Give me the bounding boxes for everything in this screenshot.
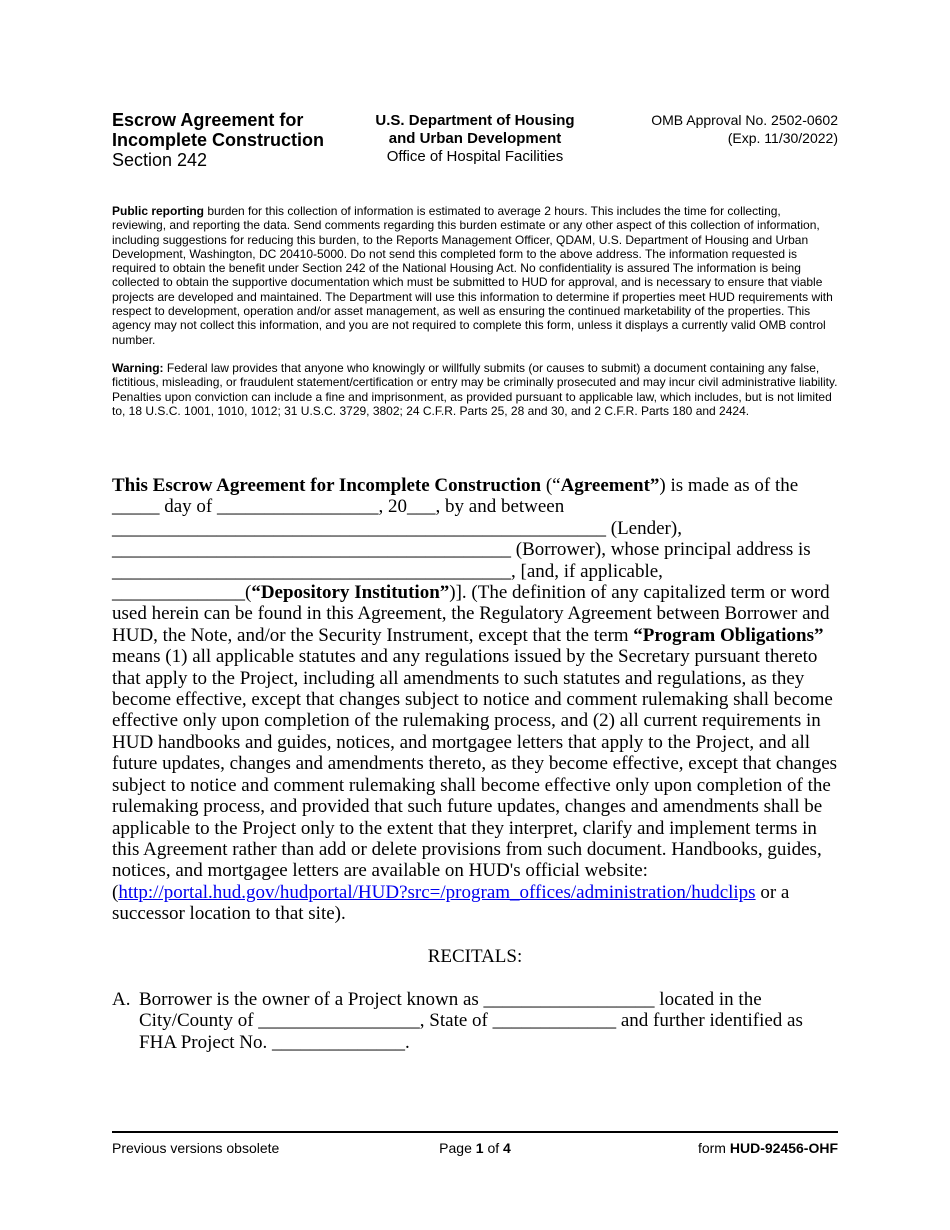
form-title-line2: Incomplete Construction bbox=[112, 130, 325, 150]
omb-approval: OMB Approval No. 2502-0602 bbox=[651, 112, 838, 128]
page-number bbox=[350, 1140, 600, 1156]
agreement-defined-term: Agreement” bbox=[560, 475, 660, 496]
agreement-opening bbox=[112, 475, 842, 518]
footer-obsolete-note: Previous versions obsolete bbox=[112, 1140, 280, 1156]
agreement-text-2: ) is made as of the _____ day of _________________, 20___, by and between bbox=[112, 475, 799, 518]
public-reporting-text: burden for this collection of information is estimated to average 2 hours. This includes the time for collecting, reviewing, and reporting the data. Send comments regarding this burden estimate or any other aspect of this collection of information, including suggestions for reducing this burden, to the Reports Management Officer, QDAM, U.S. Department of Housing and Urban Development, Washington, DC 20410-5000. Do not send this completed form to the above address. The information requested is required to obtain the benefit under Section 242 of the National Housing Act. No confidentiality is assured The information is being collected to obtain the supportive documentation which must be submitted to HUD for approval, and is necessary to ensure that viable projects are developed and maintained. The Department will use this information to determine if properties meet HUD requirements with respect to development, operation and/or asset management, as well as ensuring the continued marketability of the properties. This agency may not collect this information, and you are not required to complete this form, unless it displays a currently valid OMB control number. bbox=[112, 204, 833, 347]
warning-notice bbox=[112, 361, 838, 418]
omb-block bbox=[578, 111, 838, 147]
form-title-block bbox=[112, 110, 352, 170]
form-number: HUD-92456-OHF bbox=[729, 1140, 838, 1156]
agency-line1: U.S. Department of Housing bbox=[375, 112, 575, 129]
address-line: __________________________________________, [and, if applicable, bbox=[112, 560, 663, 582]
warning-label: Warning: bbox=[112, 361, 164, 375]
agreement-text-5: or a successor location to that site). bbox=[112, 881, 790, 925]
agency-office: Office of Hospital Facilities bbox=[386, 148, 564, 165]
agreement-title: This Escrow Agreement for Incomplete Construction bbox=[112, 475, 542, 496]
page-of: of bbox=[483, 1140, 504, 1156]
agreement-text-4: means (1) all applicable statutes and any regulations issued by the Secretary pursuant thereto that apply to the Project, including all amendments to such statutes and regulations, as they become effective, except that changes subject to notice and comment rulemaking shall become effective only upon completion of the rulemaking process, and (2) all current requirements in HUD handbooks and guides, notices, and mortgagee letters that apply to the Project, and all future updates, changes and amendments thereto, as they become effective, except that changes subject to notice and comment rulemaking shall become effective only upon completion of the rulemaking process, and provided that such future updates, changes and amendments shall be applicable to the Project only to the extent that they interpret, clarify and implement terms in this Agreement rather than add or delete provisions from such document. Handbooks, guides, notices, and mortgagee letters are available on HUD's official website: ( bbox=[112, 646, 838, 903]
agreement-definitions bbox=[112, 582, 842, 925]
omb-expiration: (Exp. 11/30/2022) bbox=[727, 130, 838, 146]
form-title-line1: Escrow Agreement for bbox=[112, 110, 304, 130]
public-reporting-label: Public reporting bbox=[112, 204, 205, 218]
form-prefix: form bbox=[697, 1140, 730, 1156]
depository-term: “Depository Institution” bbox=[251, 582, 450, 604]
agency-block bbox=[350, 112, 600, 166]
page-total: 4 bbox=[503, 1140, 511, 1156]
agency-line2: and Urban Development bbox=[388, 130, 562, 147]
agreement-text-1: (“ bbox=[541, 475, 561, 496]
form-number-block bbox=[698, 1140, 838, 1156]
public-reporting-notice bbox=[112, 204, 838, 347]
recital-letter: A. bbox=[112, 989, 131, 1010]
lender-line: ____________________________________________________ (Lender), bbox=[112, 517, 682, 539]
page-current: 1 bbox=[475, 1140, 484, 1156]
page-prefix: Page bbox=[439, 1140, 476, 1156]
recitals-heading: RECITALS: bbox=[427, 946, 523, 967]
recital-item bbox=[112, 989, 842, 1053]
hudclips-link[interactable]: http://portal.hud.gov/hudportal/HUD?src=/program_offices/administration/hudclips bbox=[118, 881, 756, 903]
warning-text: Federal law provides that anyone who knowingly or willfully submits (or causes to submit) a document containing any false, fictitious, misleading, or fraudulent statement/certification or entry may be criminally prosecuted and may incur civil administrative liability. Penalties upon conviction can include a fine and imprisonment, as provided pursuant to applicable law, which includes, but is not limited to, 18 U.S.C. 1001, 1010, 1012; 31 U.S.C. 3729, 3802; 24 C.F.R. Parts 25, 28 and 30, and 2 C.F.R. Parts 180 and 2424. bbox=[112, 361, 838, 418]
program-obligations-term: “Program Obligations” bbox=[633, 624, 824, 646]
form-section: Section 242 bbox=[112, 150, 208, 170]
borrower-line: __________________________________________ (Borrower), whose principal address is bbox=[112, 539, 811, 561]
agreement-paragraph bbox=[112, 475, 842, 925]
agreement-text-3: )]. (The definition of any capitalized term or word used herein can be found in this Agreement, the Regulatory Agreement between Borrower and HUD, the Note, and/or the Security Instrument, except that the term bbox=[112, 582, 830, 646]
recital-text: Borrower is the owner of a Project known as __________________ located in the City/County of _________________, State of _____________ and further identified as FHA Project No. ______________. bbox=[139, 989, 803, 1053]
depository-blank: ______________( bbox=[112, 582, 252, 604]
footer-divider bbox=[112, 1131, 838, 1133]
